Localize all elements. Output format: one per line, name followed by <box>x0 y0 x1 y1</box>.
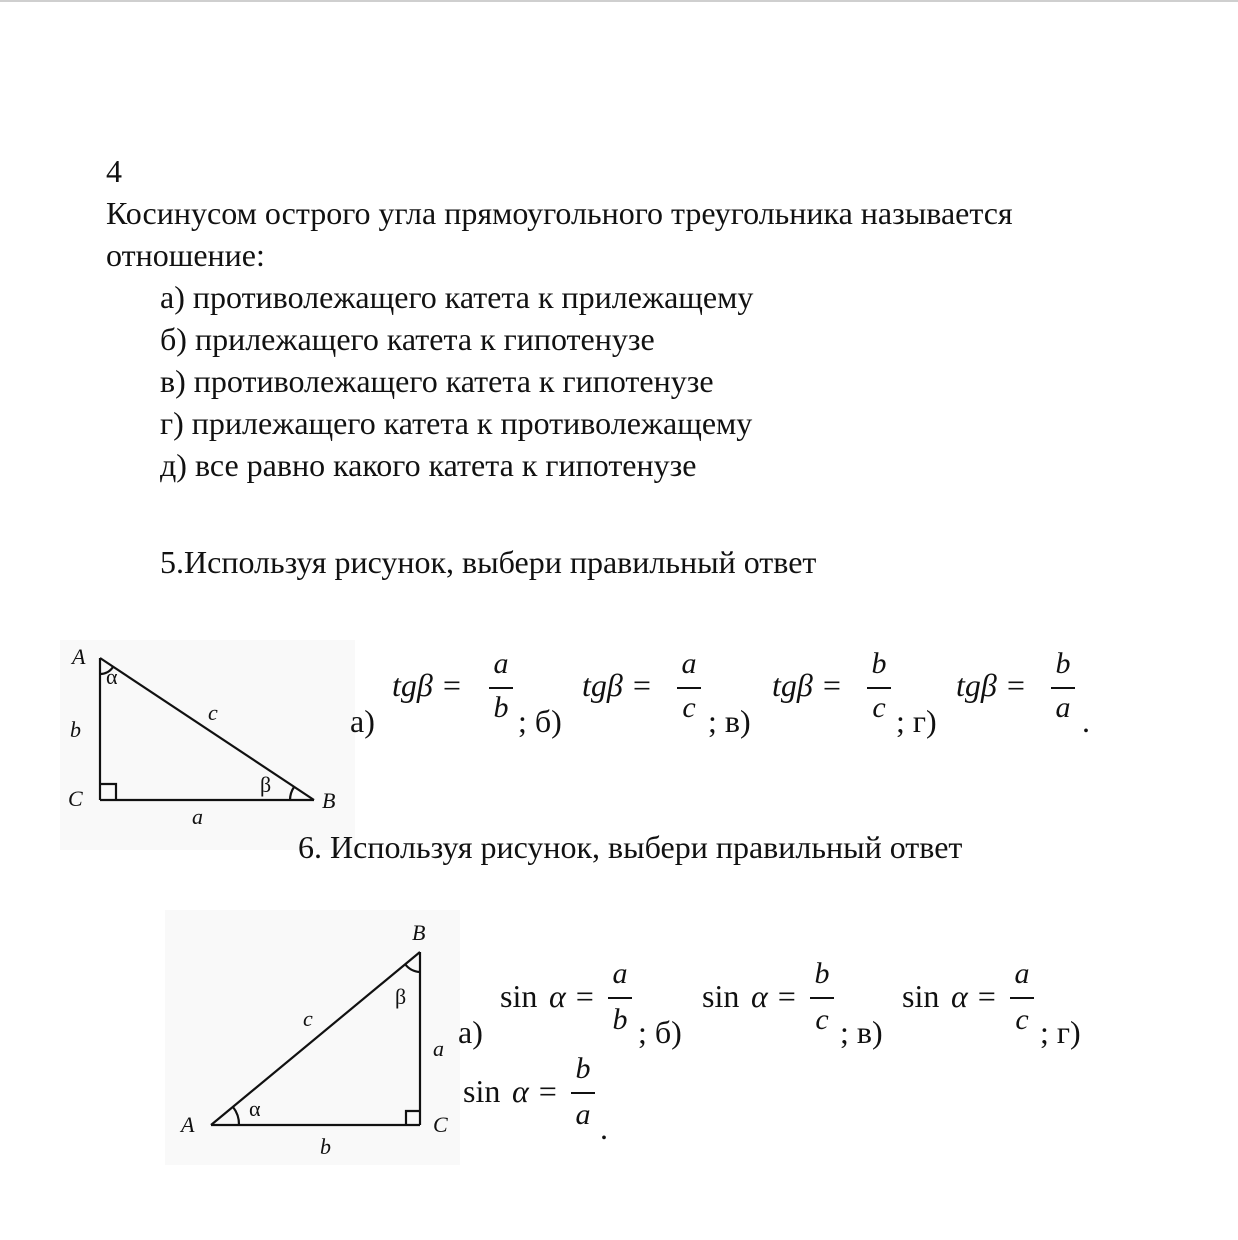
q5-frac3-num: b <box>871 647 887 680</box>
q6-func-name-4: sin <box>463 1073 501 1109</box>
angle-beta-label: β <box>260 772 272 797</box>
angle-beta-label: β <box>395 984 407 1009</box>
side-a-label: a <box>192 804 203 829</box>
q6-label-v[interactable]: ; в) <box>840 1014 883 1050</box>
question-4-option-v[interactable]: в) противолежащего катета к гипотенузе <box>160 363 714 399</box>
q5-frac2-num: a <box>681 647 697 680</box>
angle-alpha-label: α <box>249 1096 261 1121</box>
q6-func-var-4: α = <box>512 1073 559 1109</box>
vertex-c-label: C <box>68 786 83 811</box>
q6-frac1-bar <box>608 997 632 999</box>
q6-frac1-num: a <box>612 957 628 990</box>
question-4-option-b[interactable]: б) прилежащего катета к гипотенузе <box>160 321 655 357</box>
question-6-title: 6. Используя рисунок, выбери правильный ответ <box>298 829 963 865</box>
q6-frac4-bar <box>571 1092 595 1094</box>
vertex-b-label: B <box>412 920 426 945</box>
q5-func-3: tgβ = <box>772 667 843 703</box>
q6-frac3-bar <box>1010 997 1034 999</box>
q5-func-4: tgβ = <box>956 667 1027 703</box>
q5-frac1-bar <box>489 687 513 689</box>
question-5-triangle-figure <box>60 640 355 850</box>
question-4-text-line2: отношение: <box>106 237 265 273</box>
q5-frac3-den: c <box>872 691 886 724</box>
question-5-title: 5.Используя рисунок, выбери правильный ответ <box>160 544 817 580</box>
q6-frac4-num: b <box>575 1052 591 1085</box>
q5-label-g[interactable]: ; г) <box>896 703 937 739</box>
q6-func-name-3: sin <box>902 978 940 1014</box>
q6-label-b[interactable]: ; б) <box>638 1014 682 1050</box>
q5-label-a[interactable]: а) <box>350 703 375 739</box>
q5-frac3-bar <box>867 687 891 689</box>
q6-frac1-den: b <box>612 1003 628 1036</box>
q6-frac2-den: c <box>815 1003 829 1036</box>
q5-label-b[interactable]: ; б) <box>518 703 562 739</box>
q6-label-a[interactable]: а) <box>458 1014 483 1050</box>
q5-frac1-den: b <box>493 691 509 724</box>
side-a-label: a <box>433 1036 444 1061</box>
side-b-label: b <box>320 1134 331 1159</box>
page-top-border <box>0 0 1238 2</box>
question-4-option-d[interactable]: д) все равно какого катета к гипотенузе <box>160 447 697 483</box>
q5-label-v[interactable]: ; в) <box>708 703 751 739</box>
q5-func-2: tgβ = <box>582 667 653 703</box>
q6-func-name-1: sin <box>500 978 538 1014</box>
q5-frac2-bar <box>677 687 701 689</box>
q5-frac4-den: a <box>1055 691 1071 724</box>
question-4-option-a[interactable]: а) противолежащего катета к прилежащему <box>160 279 754 315</box>
question-4-text-line1: Косинусом острого угла прямоугольного треугольника называется <box>106 195 1013 231</box>
q6-end-period: . <box>600 1110 608 1146</box>
q6-frac3-den: c <box>1015 1003 1029 1036</box>
q6-label-g[interactable]: ; г) <box>1040 1014 1081 1050</box>
vertex-a-label: A <box>72 644 86 669</box>
q6-func-var-3: α = <box>951 978 998 1014</box>
q6-func-var-1: α = <box>549 978 596 1014</box>
vertex-b-label: B <box>322 788 336 813</box>
q5-func-1: tgβ = <box>392 667 463 703</box>
q6-func-var-2: α = <box>751 978 798 1014</box>
question-6-triangle-figure <box>165 910 460 1165</box>
q5-frac4-bar <box>1051 687 1075 689</box>
question-4-number: 4 <box>106 153 122 189</box>
q6-frac2-bar <box>810 997 834 999</box>
q5-frac2-den: c <box>682 691 696 724</box>
q5-frac4-num: b <box>1055 647 1071 680</box>
question-4-option-g[interactable]: г) прилежащего катета к противолежащему <box>160 405 753 441</box>
q6-func-name-2: sin <box>702 978 740 1014</box>
q5-end-period: . <box>1082 703 1090 739</box>
vertex-a-label: A <box>181 1112 195 1137</box>
q6-frac4-den: a <box>575 1098 591 1131</box>
q5-frac1-num: a <box>493 647 509 680</box>
side-b-label: b <box>70 717 81 742</box>
side-c-label: c <box>303 1006 313 1031</box>
angle-alpha-label: α <box>106 664 118 689</box>
q6-frac2-num: b <box>814 957 830 990</box>
q6-frac3-num: a <box>1014 957 1030 990</box>
side-c-label: c <box>208 700 218 725</box>
vertex-c-label: C <box>433 1112 448 1137</box>
